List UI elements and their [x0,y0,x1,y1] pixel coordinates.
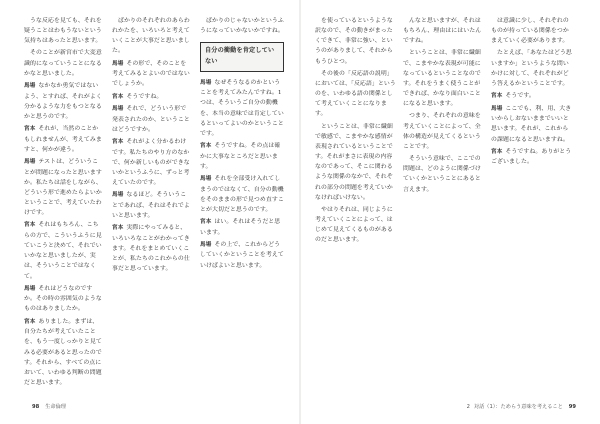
paragraph-text: ばかりのそれぞれのあらわれかたを、いろいろと考えていくことが大事だと思いました。 [112,18,190,55]
paragraph-text: そのことが新宮市で大変意識的になっていうことになるかなと思いました。 [24,50,102,77]
left-page [0,0,299,424]
paragraph [200,16,284,36]
paragraph-text: やはりそれは、同じように考えていくことによって、はじめて見えてくるものがあるのだと思います。 [315,206,393,244]
paragraph [491,16,573,46]
paragraph [315,69,397,120]
paragraph [403,154,485,195]
paragraph-text: なかなか勇気ではないよう、とすれば、それがよく分かるような力をもつとなるかと思うのです。 [24,82,102,120]
paragraph-text: それを全部受け入れてしまうのではなくて、自分の動機をそのままの形で見つめ直すことが大切だと思うのです。 [200,175,284,213]
paragraph-text: それはどうなのですか。その時の雰囲気のようなものはありましたか。 [24,285,102,313]
paragraph [112,59,192,90]
paragraph [24,284,104,315]
right-col-1 [315,16,397,400]
speaker-label: 宮本 [200,143,212,150]
left-footer-section: 生命倫理 [45,404,66,410]
paragraph-text: それはもちろん、こちらの方で、こういうふうに見ていこうと決めて、それでいいかなと思いましたが、実は、そういうことではなくて。 [24,222,102,280]
paragraph-text: なるほど。そういうことであれば、それはそれでよいと思います。 [112,192,190,220]
paragraph [315,122,397,203]
paragraph [491,147,573,168]
right-col-2 [403,16,485,400]
paragraph-text: んなと思いますが、それはもちろん、理由はにはいたんですね。 [403,18,482,45]
paragraph-text: その後の「反応語の説明」においては、「反応語」というのを、いわゆる語の関係として考えていくことになります。 [315,70,396,118]
speaker-label: 馬場 [200,241,212,248]
paragraph [315,16,397,67]
paragraph-text: ということは、非常に繊細で敏感で、こまやかな感情が表現されているということです。それがまさに表現の内容なのであって、そこに関わるような関係のなかで、それぞれの部分の問題を考えていかなければいけない。 [315,123,393,201]
paragraph [200,141,284,172]
paragraph-text: ありました。まずは、自分たちが考えていたことを、もう一度しっかりと見てみる必要があると思ったのです。それから、すべての点において、いわゆる判断の問題だと思います。 [24,318,102,387]
paragraph-text: そうです。 [505,93,535,100]
paragraph-text: たとえば、「あなたはどう思いますか」というような問いかけに対して、それぞれがどう答えるかということです。 [491,50,572,87]
paragraph [200,240,284,271]
speaker-label: 馬場 [112,60,124,67]
speaker-label: 宮本 [491,93,503,100]
paragraph-text: それで、どういう形で発表されたのか、ということはどうですか。 [112,106,190,133]
paragraph-text: そういう意味で、ここでの問題は、どのように関係づけていくかということにあると言えます。 [403,156,481,193]
paragraph [491,91,573,102]
left-col-3 [200,16,284,400]
left-page-number: 98 [32,404,40,410]
right-page-number: 99 [568,404,576,410]
speaker-label: 宮本 [112,93,124,100]
speaker-label: 馬場 [491,105,503,112]
speaker-label: 宮本 [24,318,36,325]
paragraph [112,92,192,103]
paragraph-text: ということは、非常に繊細で、こまやかな表現が可能になっているということなのです。それをうまく使うことができれば、かなり面白いことになると思います。 [403,50,481,108]
paragraph-text: なぜそうなるのかということを考えてみたんですね。1つは、そういうご自分の動機を、本当の意味では肯定しているといってよいのかということです。 [200,79,284,137]
paragraph-text: うな反応を見ても、それを疑うことはわもうないという気持ちはあったと思います。 [24,18,102,45]
paragraph-text: そうですね。ありがとうございました。 [491,148,572,166]
paragraph [403,48,485,109]
paragraph [112,223,192,274]
paragraph-text: つまり、それぞれの意味を考えていくことによって、全体の構造が見えてくるということです。 [403,113,481,150]
paragraph [24,81,104,122]
paragraph-text: 実際にやってみると、いろいろなことがわかってきます。それをまとめていくことが、私たちのこれからの仕事だと思っています。 [112,225,190,273]
paragraph [112,137,192,188]
speaker-label: 宮本 [24,126,36,133]
left-col-2 [112,16,192,400]
speaker-label: 宮本 [24,222,36,229]
paragraph-text: ばかりのじゃないかというふうになっていかないかですね。 [200,18,284,35]
paragraph [403,111,485,152]
paragraph [491,104,573,145]
left-footer [26,403,66,410]
paragraph [24,317,104,389]
speaker-label: 宮本 [112,139,124,146]
paragraph [112,16,192,57]
speaker-label: 馬場 [24,82,36,89]
paragraph [200,217,284,238]
speaker-label: 宮本 [112,225,124,232]
right-footer-section: 対話（1）：ためらう意味を考えること [473,404,563,410]
paragraph-text: それが、当然のことかもしれませんが、考えてみますと、何かが違う。 [24,126,102,153]
right-footer [467,403,582,410]
paragraph-text: はい。それはそうだと思います。 [200,219,281,236]
paragraph-text: ここでも、利、用、大きいからしおないままでいいと思います。それが、これからの課題になると思いますね。 [491,105,572,143]
paragraph [24,48,104,78]
speaker-label: 馬場 [112,192,124,199]
paragraph-text: それがよく分かるわけです。私たちのやり方のなかで、何か新しいものができないかというふうに、ずっと考えていたのです。 [112,139,190,187]
speaker-label: 馬場 [24,158,36,165]
paragraph [315,205,397,246]
paragraph-text: テストは、どういうことが問題になったと思いますか。私たちは話をしながら、どういう形で進めたらよいかということで、考えていたわけです。 [24,158,102,217]
paragraph [112,190,192,221]
paragraph [24,157,104,218]
paragraph [112,104,192,135]
speaker-label: 馬場 [200,79,212,86]
paragraph-text: は意識に少し、それぞれのものが持っている関係をつかまえていく必要があります。 [491,18,569,45]
speaker-label: 馬場 [112,106,124,113]
paragraph-text: そうですね。 [126,93,163,100]
paragraph [24,220,104,281]
paragraph [24,16,104,46]
right-footer-chapter: 2 [466,404,470,410]
right-col-3 [491,16,573,400]
left-col-1 [24,16,104,400]
paragraph [200,174,284,215]
speaker-label: 宮本 [200,219,212,226]
paragraph [200,78,284,139]
paragraph [491,48,573,89]
section-heading: 自分の衝動を肯定していない [200,42,284,71]
paragraph [403,16,485,46]
right-page [301,0,600,424]
paragraph-text: そうですね。その点は確かに大事なところだと思います。 [200,143,281,170]
speaker-label: 馬場 [24,285,36,292]
speaker-label: 宮本 [491,148,503,155]
paragraph-text: を使っているというような訳なので、その動きがまったくできて、非常に強い、というのがありまして、それからもうひとつ。 [315,18,393,65]
speaker-label: 馬場 [200,175,212,182]
paragraph [24,124,104,155]
paragraph-text: その形で、そのことを考えてみるとよいのではないでしょうか。 [112,60,190,88]
paragraph-text: その上で、これからどうしていくかということを考えていけばよいと思います。 [200,241,284,269]
